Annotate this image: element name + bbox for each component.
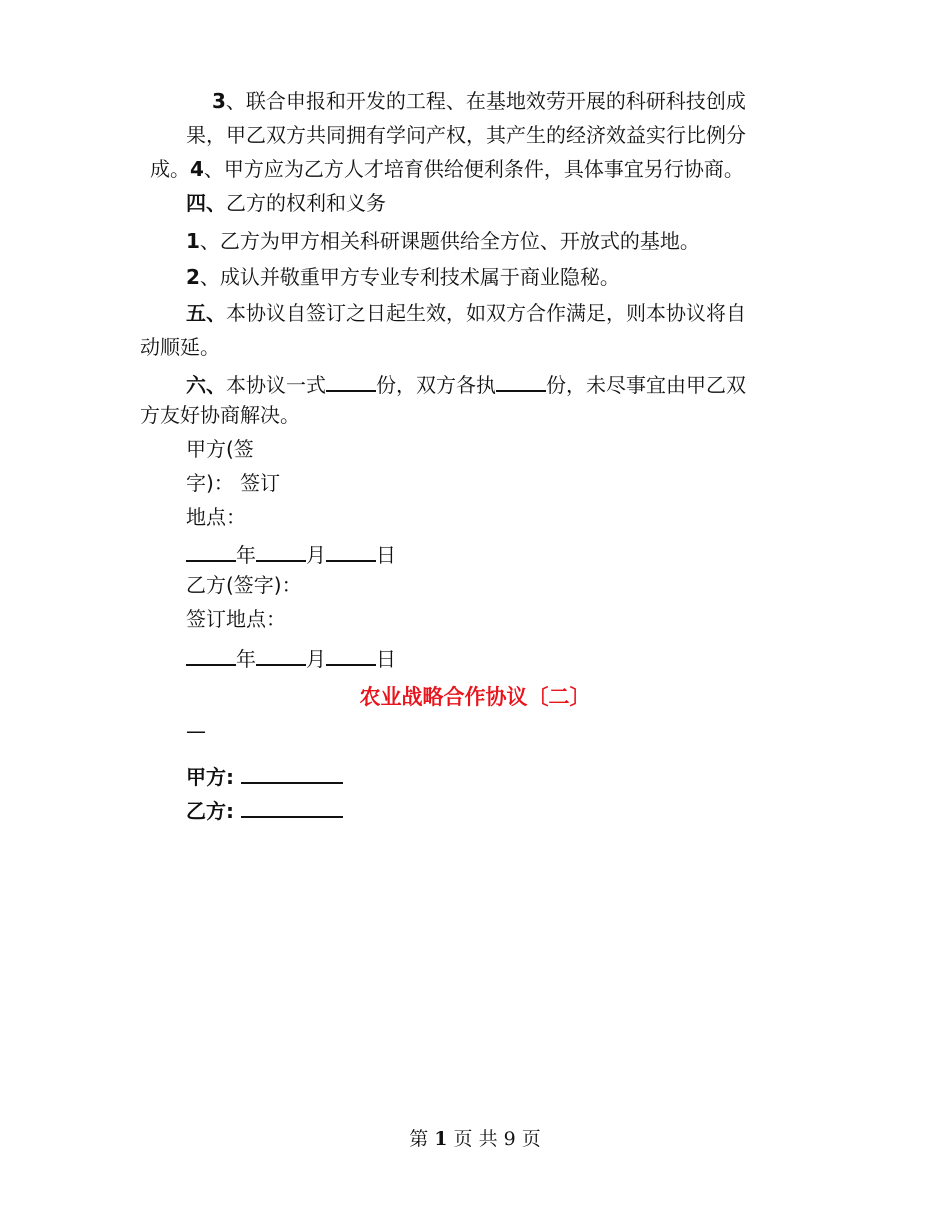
year-blank[interactable] (186, 642, 236, 666)
year-blank[interactable] (186, 538, 236, 562)
agreement-2-party-b: 乙方: (186, 794, 343, 824)
month-blank[interactable] (256, 538, 306, 562)
page-footer: 第 1 页 共 9 页 (409, 1128, 541, 1150)
paragraph-3-line-3: 成。4、甲方应为乙方人才培育供给便利条件，具体事宜另行协商。 (150, 157, 744, 181)
day-blank[interactable] (326, 538, 376, 562)
month-blank[interactable] (256, 642, 306, 666)
item-number: 3 (212, 89, 226, 113)
section-6-line-1: 六、本协议一式 份，双方各执 份，未尽事宜由甲乙双 (186, 368, 746, 398)
section-5-line-2: 动顺延。 (140, 335, 220, 359)
party-a-name-blank[interactable] (241, 760, 343, 784)
paragraph-3-line-1: 3、联合申报和开发的工程、在基地效劳开展的科研科技创成 (212, 89, 746, 113)
agreement-2-party-a: 甲方: (186, 760, 343, 790)
party-a-signature-label-2: 字)： 签订 (186, 471, 281, 495)
section-6-line-2: 方友好协商解决。 (140, 403, 300, 427)
item-number: 1 (186, 229, 200, 253)
copies-blank[interactable] (326, 368, 376, 392)
current-page-number: 1 (434, 1128, 448, 1150)
agreement-2-title: 农业战略合作协议〔二〕 (359, 685, 591, 709)
separator-dash: — (186, 719, 206, 743)
paragraph-3-line-2: 果，甲乙双方共同拥有学问产权，其产生的经济效益实行比例分 (186, 123, 746, 147)
section-5-line-1: 五、本协议自签订之日起生效，如双方合作满足，则本协议将自 (186, 301, 746, 325)
party-a-location-label: 地点： (186, 505, 246, 529)
copies-each-blank[interactable] (496, 368, 546, 392)
section-4-item-1: 1、乙方为甲方相关科研课题供给全方位、开放式的基地。 (186, 229, 700, 253)
item-number: 4 (190, 157, 204, 181)
party-b-date-line: 年 月 日 (186, 642, 396, 672)
item-number: 2 (186, 265, 200, 289)
section-4-item-2: 2、成认并敬重甲方专业专利技术属于商业隐秘。 (186, 265, 620, 289)
party-a-date-line: 年 月 日 (186, 538, 396, 568)
party-b-location-label: 签订地点： (186, 607, 286, 631)
party-a-signature-label: 甲方(签 (186, 437, 254, 461)
total-pages: 9 (503, 1128, 516, 1150)
party-b-name-blank[interactable] (241, 794, 343, 818)
day-blank[interactable] (326, 642, 376, 666)
party-b-signature-label: 乙方(签字)： (186, 573, 302, 597)
section-4-heading: 四、乙方的权利和义务 (186, 191, 386, 215)
